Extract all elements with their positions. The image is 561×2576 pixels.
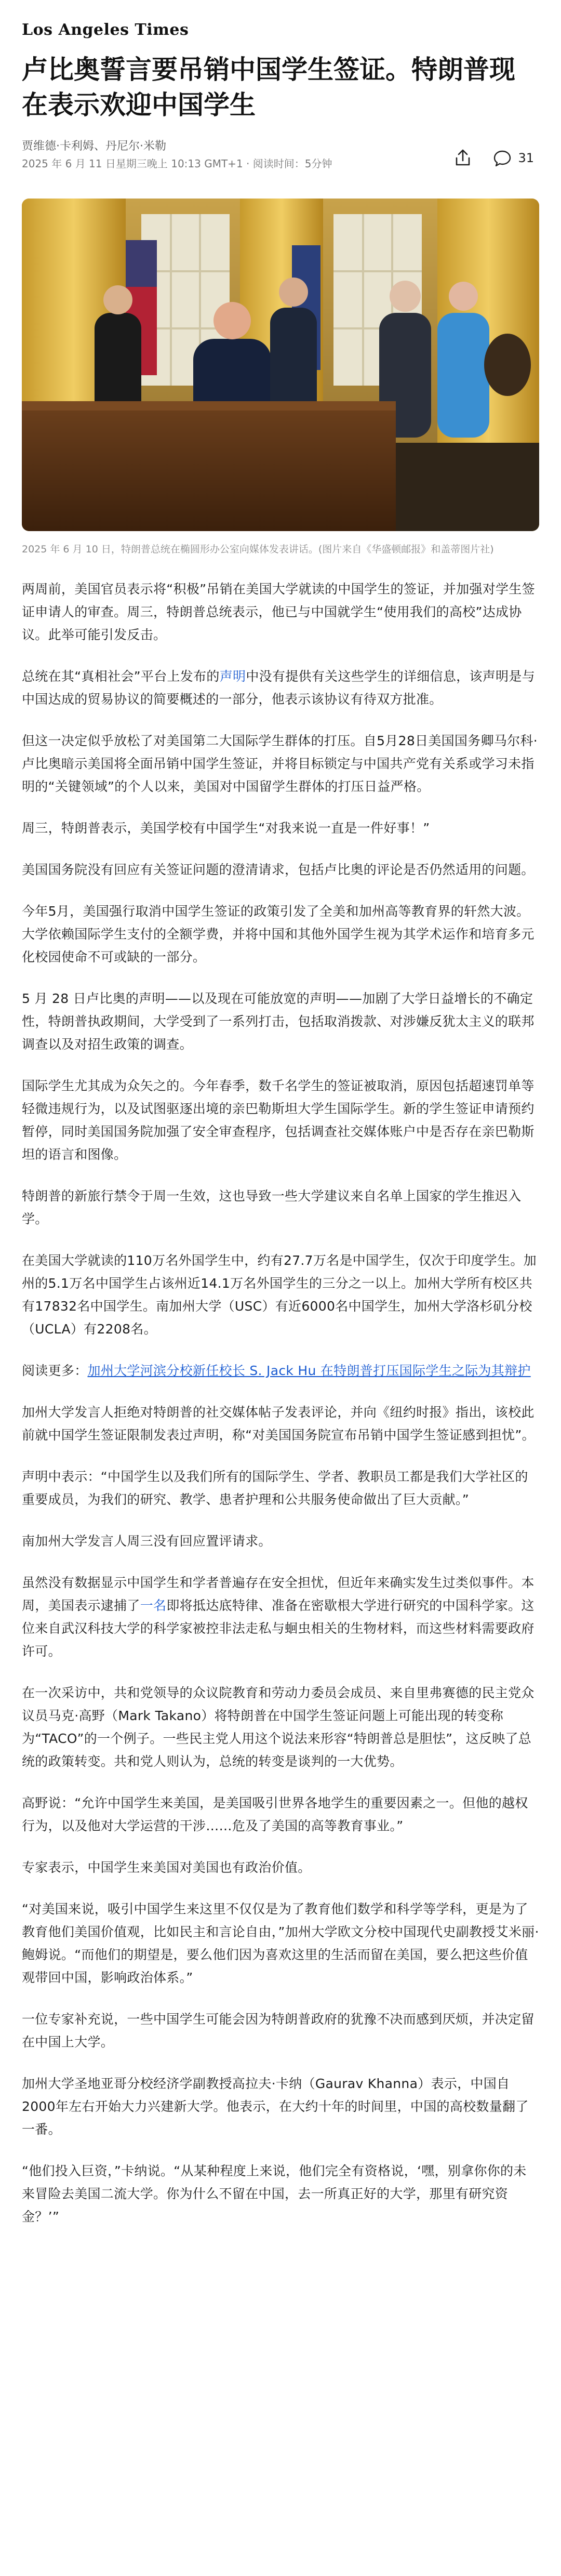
paragraph: “对美国来说，吸引中国学生来这里不仅仅是为了教育他们数学和科学等学科，更是为了教育他们美国价值观，比如民主和言论自由，”加州大学欧文分校中国现代史副教授艾米丽·鲍姆说。“而他们的期望是，要么他们因为喜欢这里的生活而留在美国，要么把这些价值观带回中国，影响政治体系。” (22, 1901, 539, 1985)
paragraph: 专家表示，中国学生来美国对美国也有政治价值。 (22, 1860, 311, 1875)
statement-link[interactable]: 声明 (219, 669, 246, 684)
paragraph: 两周前，美国官员表示将“积极”吊销在美国大学就读的中国学生的签证，并加强对学生签证申请人的审查。周三，特朗普总统表示，他已与中国就学生“使用我们的高校”达成协议。此举可能引发反击。 (22, 582, 535, 642)
comment-icon (492, 148, 513, 168)
read-more-label: 阅读更多： (22, 1363, 88, 1378)
paragraph-text: 即将抵达底特律、准备在密歇根大学进行研究的中国科学家。这位来自武汉科技大学的科学家被控非法走私与蛔虫相关的生物材料，而这些材料需要政府许可。 (22, 1598, 535, 1659)
read-more (22, 1359, 539, 1382)
hero-image[interactable] (22, 199, 539, 531)
paragraph: “他们投入巨资，”卡纳说。“从某种程度上来说，他们完全有资格说，‘嘿，别拿你你的未来冒险去美国二流大学。你为什么不留在中国，去一所真正好的大学，那里有研究资金？’” (22, 2163, 527, 2224)
arrest-link[interactable]: 一名 (140, 1598, 167, 1613)
paragraph: 美国国务院没有回应有关签证问题的澄清请求，包括卢比奥的评论是否仍然适用的问题。 (22, 862, 535, 877)
article-body (22, 578, 539, 2228)
article-headline: 卢比奥誓言要吊销中国学生签证。特朗普现在表示欢迎中国学生 (22, 55, 515, 120)
paragraph: 在一次采访中，共和党领导的众议院教育和劳动力委员会成员、来自里弗赛德的民主党众议员马克·高野（Mark Takano）将特朗普在中国学生签证问题上可能出现的转变称为“TACO”的一个例子。一些民主党人用这个说法来形容“特朗普总是胆怯”，这反映了总统的政策转变。共和党人则认为，总统的转变是谈判的一大优势。 (22, 1685, 535, 1769)
paragraph: 国际学生尤其成为众矢之的。今年春季，数千名学生的签证被取消，原因包括超速罚单等轻微违规行为，以及试图驱逐出境的亲巴勒斯坦大学生国际学生。新的学生签证申请预约暂停，同时美国国务院加强了安全审查程序，包括调查社交媒体账户中是否存在亲巴勒斯坦的语言和图像。 (22, 1078, 535, 1162)
paragraph: 声明中表示：“中国学生以及我们所有的国际学生、学者、教职员工都是我们大学社区的重要成员，为我们的研究、教学、患者护理和公共服务使命做出了巨大贡献。” (22, 1469, 528, 1507)
dateline: 2025 年 6 月 11 日星期三晚上 10:13 GMT+1 · 阅读时间：5分钟 (22, 157, 332, 170)
paragraph (22, 665, 539, 711)
paragraph: 一位专家补充说，一些中国学生可能会因为特朗普政府的犹豫不决而感到厌烦，并决定留在中国上大学。 (22, 2012, 535, 2050)
article-actions (452, 148, 534, 168)
paragraph: 在美国大学就读的110万名外国学生中，约有27.7万名是中国学生，仅次于印度学生。加州的5.1万名中国学生占该州近14.1万名外国学生的三分之一以上。加州大学所有校区共有17832名中国学生。南加州大学（USC）有近6000名中国学生，加州大学洛杉矶分校（UCLA）有2208名。 (22, 1253, 537, 1337)
paragraph-text: 虽然没有数据显示中国学生和学者普遍存在安全担忧，但近年来确实发生过类似事件。本周，美国表示逮捕了 (22, 1575, 535, 1613)
share-icon[interactable] (452, 148, 473, 168)
paragraph: 特朗普的新旅行禁令于周一生效，这也导致一些大学建议来自名单上国家的学生推迟入学。 (22, 1188, 522, 1226)
paragraph-text: 中没有提供有关这些学生的详细信息，该声明是与中国达成的贸易协议的简要概述的一部分，他表示该协议有待双方批准。 (22, 669, 535, 707)
paragraph: 加州大学圣地亚哥分校经济学副教授高拉夫·卡纳（Gaurav Khanna）表示，中国自2000年左右开始大力兴建新大学。他表示，在大约十年的时间里，中国的高校数量翻了一番。 (22, 2076, 529, 2137)
paragraph: 但这一决定似乎放松了对美国第二大国际学生群体的打压。自5月28日美国国务卿马尔科·卢比奥暗示美国将全面吊销中国学生签证，并将目标锁定与中国共产党有关系或学习未指明的“关键领域”的个人以来，美国对中国留学生群体的打压日益严格。 (22, 733, 538, 794)
paragraph-text: 总统在其“真相社会”平台上发布的 (22, 669, 220, 684)
image-caption: 2025 年 6 月 10 日，特朗普总统在椭圆形办公室向媒体发表讲话。(图片来自《华盛顿邮报》和盖蒂图片社) (22, 544, 494, 555)
paragraph: 5 月 28 日卢比奥的声明——以及现在可能放宽的声明——加剧了大学日益增长的不确定性，特朗普执政期间，大学受到了一系列打击，包括取消拨款、对涉嫌反犹太主义的联邦调查以及对招生政策的调查。 (22, 991, 535, 1052)
masthead (22, 0, 539, 50)
site-logo[interactable]: Los Angeles Times (22, 21, 189, 39)
paragraph: 今年5月，美国强行取消中国学生签证的政策引发了全美和加州高等教育界的轩然大波。大学依赖国际学生支付的全额学费，并将中国和其他外国学生视为其学术运作和培育多元化校园使命不可或缺的一部分。 (22, 904, 535, 965)
article-meta (22, 138, 539, 180)
byline[interactable]: 贾维德·卡利姆、丹尼尔·米勒 (22, 140, 166, 153)
paragraph: 周三，特朗普表示，美国学校有中国学生“对我来说一直是一件好事！” (22, 821, 430, 836)
comment-count: 31 (518, 151, 534, 165)
paragraph: 高野说：“允许中国学生来美国，是美国吸引世界各地学生的重要因素之一。但他的越权行为，以及他对大学运营的干涉……危及了美国的高等教育事业。” (22, 1795, 528, 1833)
comments-button[interactable] (492, 148, 534, 168)
paragraph: 南加州大学发言人周三没有回应置评请求。 (22, 1534, 272, 1549)
read-more-link[interactable]: 加州大学河滨分校新任校长 S. Jack Hu 在特朗普打压国际学生之际为其辩护 (87, 1363, 531, 1378)
paragraph: 加州大学发言人拒绝对特朗普的社交媒体帖子发表评论，并向《纽约时报》指出，该校此前就中国学生签证限制发表过声明，称“对美国国务院宣布吊销中国学生签证感到担忧”。 (22, 1405, 535, 1443)
paragraph (22, 1571, 539, 1663)
oval-office-photo (22, 199, 539, 531)
